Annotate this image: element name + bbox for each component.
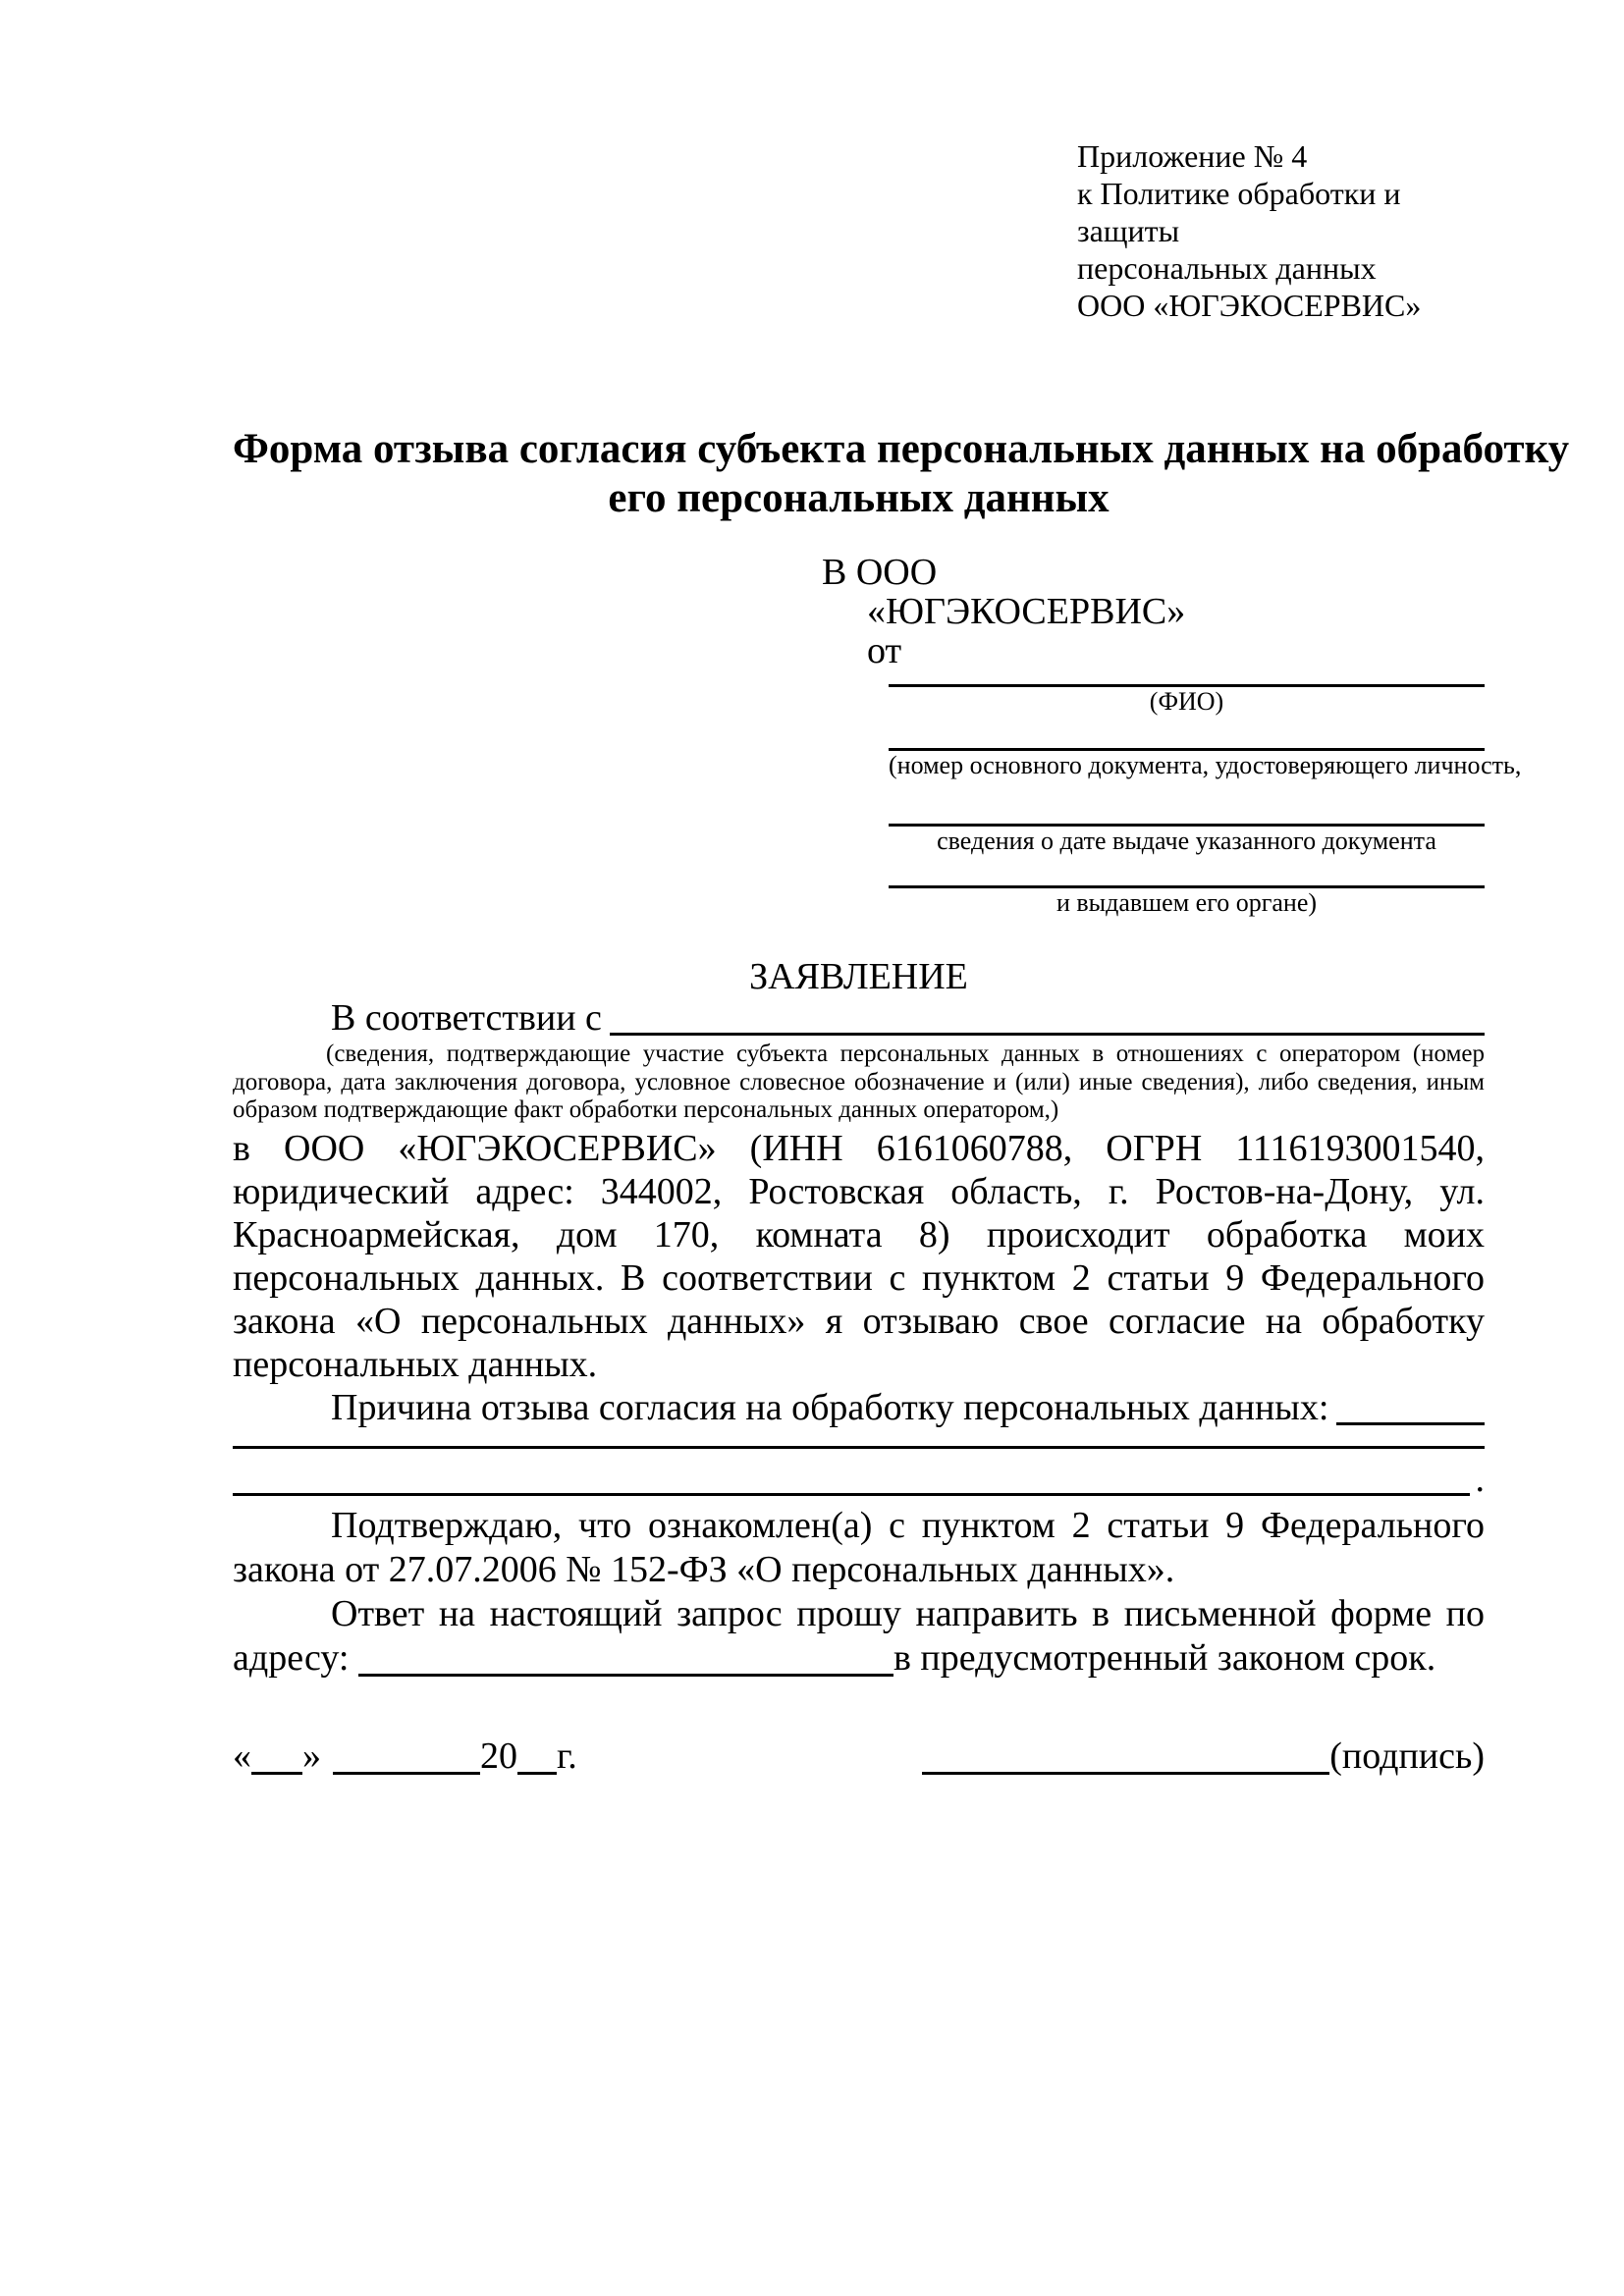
document-title: [233, 425, 1570, 523]
reply-suffix: в предусмотренный законом срок.: [893, 1636, 1436, 1679]
basis-note: (сведения, подтверждающие участие субъекта персональных данных в отношениях с оператором (номер договора, дата заключения договора, условное словесное обозначение и (или) иные сведения), либо сведения, иным образом подтверждающие факт обработки персональных данных оператором,): [233, 1041, 1485, 1123]
signature-row: [233, 1735, 1485, 1779]
addressee-org: «ЮГЭКОСЕРВИС»: [867, 591, 1186, 632]
date-month-blank: [333, 1735, 480, 1775]
appendix-block: [1077, 137, 1485, 324]
signature-caption: (подпись): [1329, 1735, 1485, 1777]
reason-prefix: Причина отзыва согласия на обработку персональных данных:: [331, 1386, 1329, 1428]
reason-extra-blank-line-2-rule: [233, 1459, 1470, 1496]
date-year-prefix: 20: [480, 1735, 517, 1777]
confirmation-paragraph: Подтверждаю, что ознакомлен(а) с пунктом 2 статьи 9 Федерального закона от 27.07.2006 № 152-ФЗ «О персональных данных».: [233, 1504, 1485, 1590]
date-year-suffix: г.: [557, 1735, 577, 1777]
date-day-blank: [251, 1735, 302, 1775]
appendix-line-4: ООО «ЮГЭКОСЕРВИС»: [1077, 288, 1422, 323]
date-year-blank: [517, 1735, 557, 1775]
date-close-quote: »: [302, 1735, 321, 1777]
addressee-from: от: [867, 630, 902, 671]
id-doc-caption-3: и выдавшем его органе): [1056, 888, 1318, 917]
signature-blank: [922, 1735, 1329, 1775]
basis-blank-line: [610, 996, 1485, 1036]
title-line-2: его персональных данных: [608, 475, 1110, 521]
basis-line: [233, 996, 1485, 1041]
reply-prefix: Ответ на настоящий запрос прошу направить в письменной форме по адресу:: [233, 1592, 1485, 1679]
reason-blank-line: [1336, 1386, 1485, 1425]
reply-paragraph: [233, 1592, 1485, 1681]
body-paragraph: в ООО «ЮГЭКОСЕРВИС» (ИНН 6161060788, ОГРН 1116193001540, юридический адрес: 344002, Ростовская область, г. Ростов-на-Дону, ул. Красноармейская, дом 170, комната 8) происходит обработка моих персональных данных. В соответствии с пунктом 2 статьи 9 Федерального закона «О персональных данных» я отзываю свое согласие на обработку персональных данных.: [233, 1127, 1485, 1385]
appendix-line-3: персональных данных: [1077, 250, 1377, 286]
reply-address-blank: [358, 1636, 893, 1677]
reason-extra-blank-line-2: [233, 1459, 1485, 1500]
id-doc-caption-1: (номер основного документа, удостоверяющего личность,: [889, 751, 1522, 779]
appendix-line-2: к Политике обработки и защиты: [1077, 176, 1401, 248]
fio-caption: (ФИО): [1149, 687, 1224, 716]
statement-heading: ЗАЯВЛЕНИЕ: [749, 956, 968, 997]
blank-line-terminator: .: [1475, 1458, 1485, 1500]
addressee-block: [822, 552, 1522, 918]
signature-field: [922, 1735, 1485, 1779]
date-field: [233, 1735, 577, 1779]
id-doc-caption-2: сведения о дате выдаче указанного документа: [937, 827, 1436, 855]
appendix-line-1: Приложение № 4: [1077, 138, 1308, 174]
date-open-quote: «: [233, 1735, 251, 1777]
reason-line: [233, 1386, 1485, 1430]
reason-extra-blank-line-1: [233, 1446, 1485, 1449]
addressee-to: В ООО: [822, 552, 938, 593]
basis-prefix: В соответствии с: [331, 997, 602, 1039]
title-line-1: Форма отзыва согласия субъекта персональных данных на обработку: [233, 426, 1570, 472]
